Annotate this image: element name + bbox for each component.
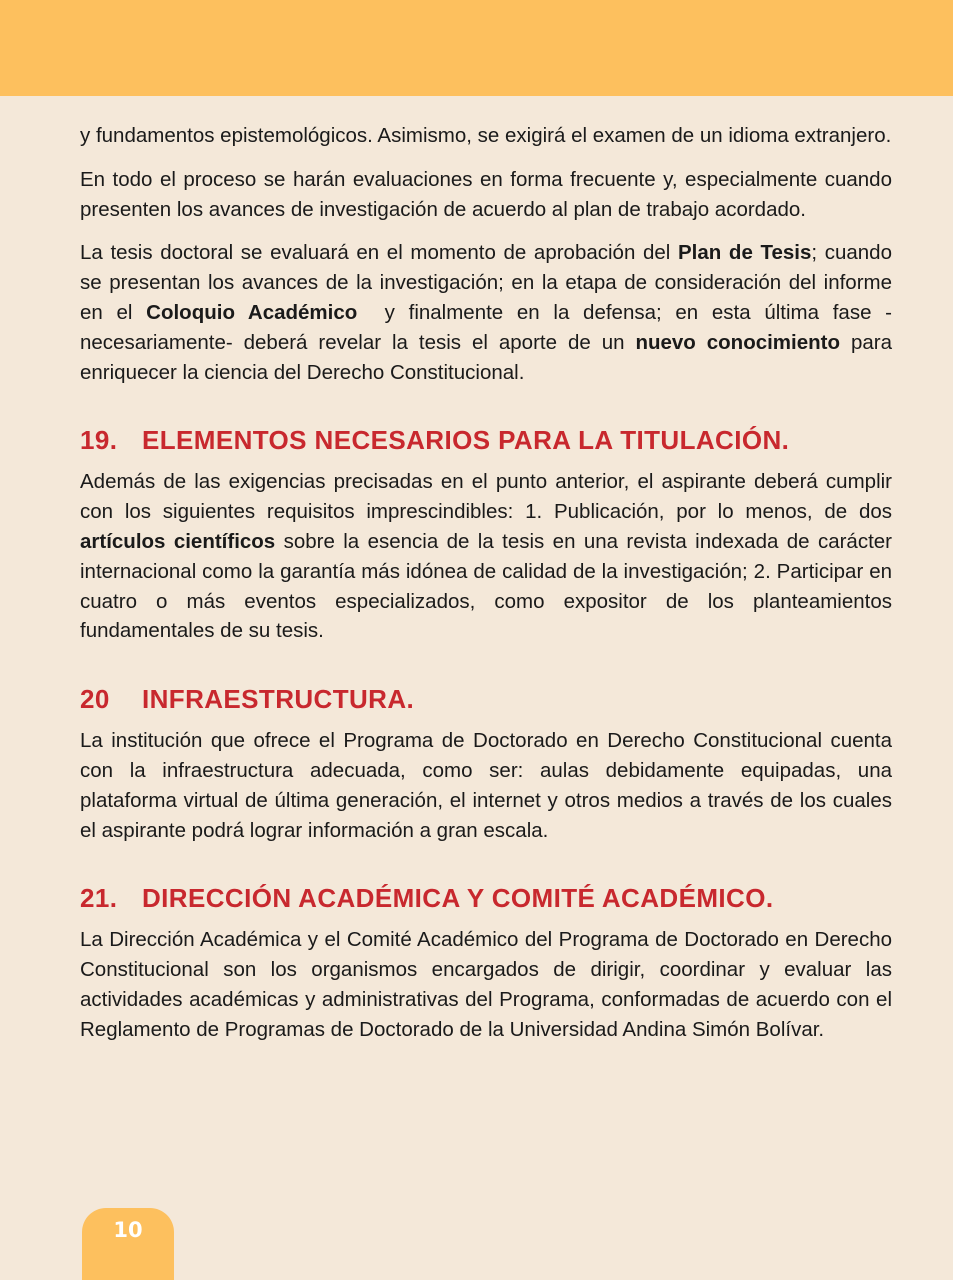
- bold-plan-de-tesis: Plan de Tesis: [678, 241, 812, 265]
- section-19-heading: [80, 423, 892, 457]
- paragraph-3-text-g: para enriquecer la ciencia del Derecho Constitucional.: [80, 330, 892, 384]
- section-19-text-a: Además de las exigencias precisadas en el punto anterior, el aspirante deberá cumplir con los siguientes requisitos imprescindibles: 1. Publicación, por lo menos, de dos: [80, 470, 892, 524]
- section-20-paragraph: La institución que ofrece el Programa de Doctorado en Derecho Constitucional cuenta con la infraestructura adecuada, como ser: aulas debidamente equipadas, una plataforma virtual de última generación, el internet y otros medios a través de los cuales el aspirante podrá lograr información a gran escala.: [80, 729, 892, 842]
- bold-nuevo-conocimiento: nuevo conocimiento: [635, 330, 841, 354]
- bold-articulos-cientificos: artículos científicos: [80, 529, 276, 553]
- paragraph-3-text-c: ; cuando se presentan los avances de la investigación; en la etapa de consideración del informe en el: [80, 241, 892, 324]
- section-19-title: ELEMENTOS NECESARIOS PARA LA TITULACIÓN.: [142, 425, 790, 456]
- section-21-paragraph: La Dirección Académica y el Comité Académico del Programa de Doctorado en Derecho Constitucional son los organismos encargados de dirigir, coordinar y evaluar las actividades académicas y administrativas del Programa, conformadas de acuerdo con el Reglamento de Programas de Doctorado de la Universidad Andina Simón Bolívar.: [80, 928, 892, 1041]
- page-content: [80, 121, 892, 1059]
- paragraph-3: [80, 238, 892, 387]
- section-20-title: INFRAESTRUCTURA.: [142, 684, 415, 715]
- section-21-title: DIRECCIÓN ACADÉMICA Y COMITÉ ACADÉMICO.: [142, 883, 774, 914]
- page-number: 10: [113, 1218, 143, 1242]
- section-21-heading: [80, 881, 892, 915]
- paragraph-3-text-e: y finalmente en la defensa; en esta última fase -necesariamente- deberá revelar la tesis el aporte de un: [80, 300, 892, 354]
- paragraph-1: y fundamentos epistemológicos. Asimismo, se exigirá el examen de un idioma extranjero.: [80, 124, 892, 147]
- page-number-tab: [82, 1208, 174, 1280]
- section-19-text-c: sobre la esencia de la tesis en una revista indexada de carácter internacional como la garantía más idónea de calidad de la investigación; 2. Participar en cuatro o más eventos especializados, como expositor de los planteamientos fundamentales de su tesis.: [80, 529, 892, 643]
- section-19-paragraph: [80, 467, 892, 646]
- section-20-heading: [80, 682, 892, 716]
- paragraph-2: En todo el proceso se harán evaluaciones en forma frecuente y, especialmente cuando presenten los avances de investigación de acuerdo al plan de trabajo acordado.: [80, 167, 892, 221]
- section-21-number: 21.: [80, 883, 118, 914]
- bold-coloquio-academico: Coloquio Académico: [146, 300, 358, 324]
- top-color-band: [0, 0, 953, 96]
- paragraph-3-text-a: La tesis doctoral se evaluará en el momento de aprobación del: [80, 241, 678, 265]
- section-20-number: 20: [80, 684, 110, 715]
- section-19-number: 19.: [80, 425, 118, 456]
